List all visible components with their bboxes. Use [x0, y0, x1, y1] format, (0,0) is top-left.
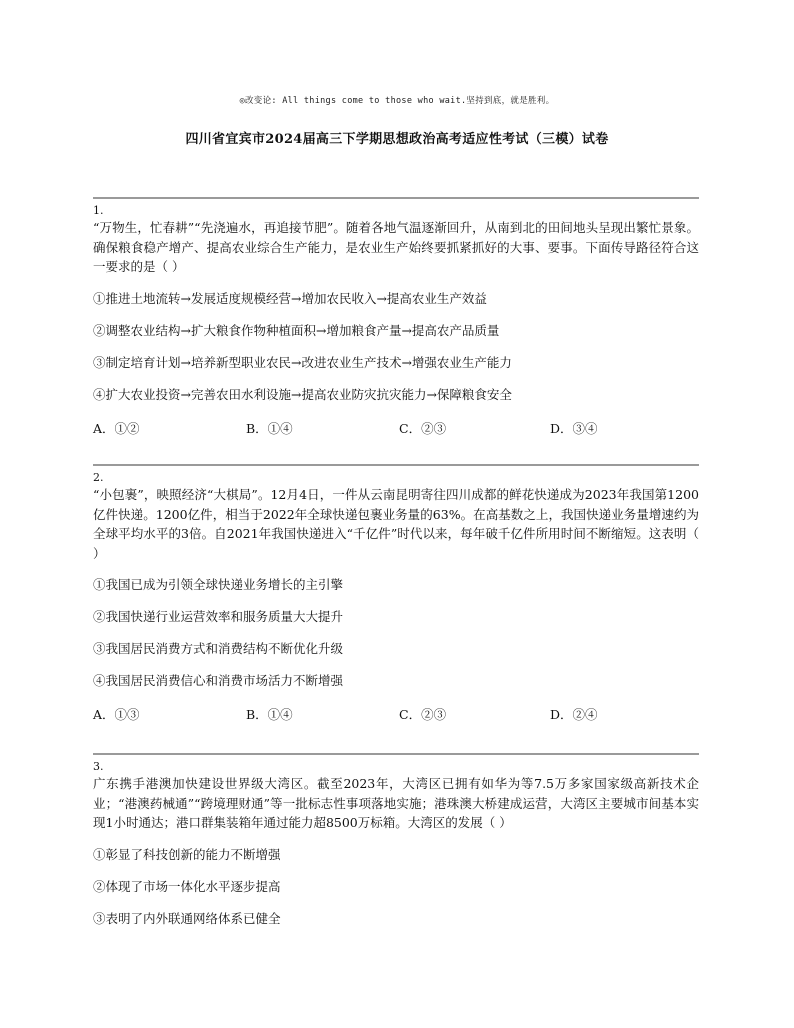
question-3	[93, 753, 699, 928]
question-number: 1.	[93, 204, 104, 217]
statement-option: ②调整农业结构→扩大粮食作物种植面积→增加粮食产量→提高农产品质量	[93, 322, 500, 338]
statement-option: ④扩大农业投资→完善农田水利设施→提高农业防灾抗灾能力→保障粮食安全	[93, 386, 512, 402]
answer-choices	[93, 419, 699, 437]
question-1	[93, 197, 699, 437]
question-divider	[93, 464, 699, 466]
choice-d[interactable]: D．②④	[550, 707, 598, 722]
question-stem: “万物生，忙春耕”“先浇遍水，再追接节肥”。随着各地气温逐渐回升，从南到北的田间地头呈现出繁忙景象。确保粮食稳产增产、提高农业综合生产能力，是农业生产始终要抓紧抓好的大事、要事。下面传导路径符合这一要求的是（ ）	[93, 220, 699, 274]
question-number: 3.	[93, 760, 104, 773]
page-header-motto: ◎改变论: All things come to those who wait.坚持到底，就是胜利。	[239, 96, 555, 106]
question-divider	[93, 197, 699, 199]
choice-b[interactable]: B．①④	[246, 707, 293, 722]
statement-option: ③表明了内外联通网络体系已健全	[93, 910, 281, 926]
answer-choices	[93, 705, 699, 723]
statement-option: ③我国居民消费方式和消费结构不断优化升级	[93, 641, 344, 656]
question-divider	[93, 753, 699, 755]
statement-option: ②体现了市场一体化水平逐步提高	[93, 878, 281, 894]
statement-option: ②我国快递行业运营效率和服务质量大大提升	[93, 609, 344, 624]
statement-option: ①推进土地流转→发展适度规模经营→增加农民收入→提高农业生产效益	[93, 290, 487, 306]
statement-option: ①我国已成为引领全球快递业务增长的主引擎	[93, 577, 344, 592]
question-stem: “小包裹”，映照经济“大棋局”。12月4日，一件从云南昆明寄往四川成都的鲜花快递成为2023年我国第1200亿件快递。1200亿件，相当于2022年全球快递包裹业务量的63%。在高基数之上，我国快递业务量增速约为全球平均水平的3倍。自2021年我国快递进入“千亿件”时代以来，每年破千亿件所用时间不断缩短。这表明（ ）	[93, 487, 699, 561]
statement-option: ①彰显了科技创新的能力不断增强	[93, 846, 281, 862]
statement-option: ④我国居民消费信心和消费市场活力不断增强	[93, 673, 344, 688]
question-2	[93, 464, 699, 723]
choice-d[interactable]: D．③④	[550, 420, 598, 436]
statement-option: ③制定培育计划→培养新型职业农民→改进农业生产技术→增强农业生产能力	[93, 354, 512, 370]
choice-a[interactable]: A．①②	[93, 420, 140, 436]
choice-c[interactable]: C．②③	[399, 707, 447, 722]
choice-c[interactable]: C．②③	[399, 420, 447, 436]
choice-b[interactable]: B．①④	[246, 420, 293, 436]
question-stem: 广东携手港澳加快建设世界级大湾区。截至2023年，大湾区已拥有如华为等7.5万多家国家级高新技术企业；“港澳药械通”“跨境理财通”等一批标志性事项落地实施；港珠澳大桥建成运营，大湾区主要城市间基本实现1小时通达；港口群集装箱年通过能力超8500万标箱。大湾区的发展（ ）	[93, 776, 699, 830]
choice-a[interactable]: A．①③	[93, 707, 140, 722]
question-number: 2.	[93, 471, 104, 484]
exam-title: 四川省宜宾市2024届高三下学期思想政治高考适应性考试（三模）试卷	[185, 132, 609, 147]
